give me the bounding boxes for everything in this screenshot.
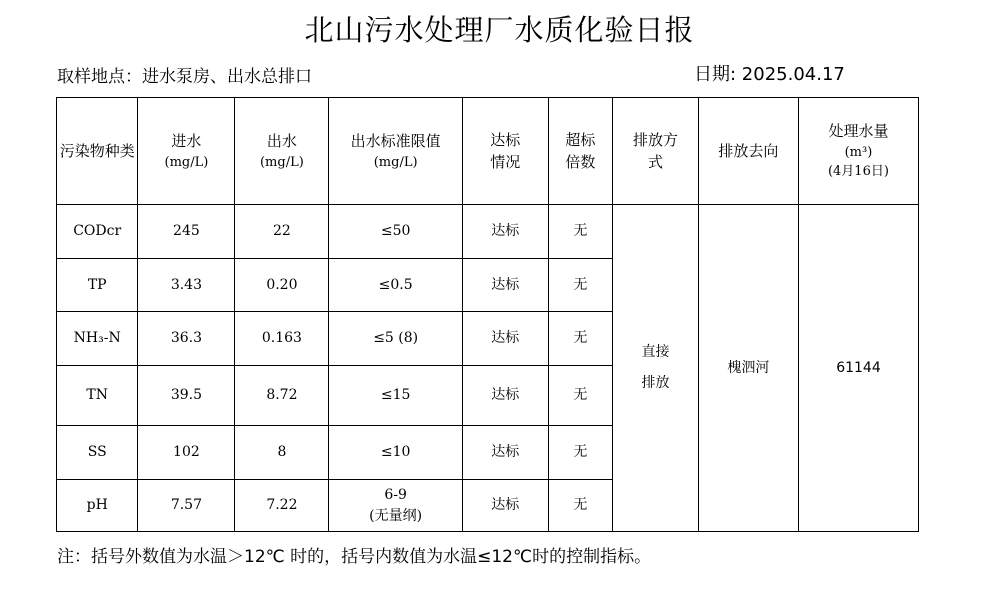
header-discharge-method: 排放方 式 [613,98,699,205]
inflow-value: 3.43 [138,259,235,312]
limit-value: ≤10 [329,426,463,480]
limit-value: ≤0.5 [329,259,463,312]
outflow-value: 0.20 [235,259,329,312]
exceed-multiple: 无 [548,205,613,259]
treated-volume: 61144 [798,205,918,532]
pollutant-name: TP [57,259,138,312]
exceed-multiple: 无 [548,312,613,366]
outflow-value: 7.22 [235,480,329,532]
limit-value: ≤50 [329,205,463,259]
pollutant-name: NH₃-N [57,312,138,366]
discharge-destination: 槐泗河 [698,205,798,532]
inflow-value: 245 [138,205,235,259]
table-row [57,205,919,259]
inflow-value: 39.5 [138,366,235,426]
header-volume: 处理水量 (m³) (4月16日) [798,98,918,205]
discharge-method: 直接 排放 [613,205,699,532]
limit-value: ≤5 (8) [329,312,463,366]
exceed-multiple: 无 [548,426,613,480]
compliance-status: 达标 [462,312,548,366]
header-compliance: 达标 情况 [462,98,548,205]
pollutant-name: pH [57,480,138,532]
exceed-multiple: 无 [548,480,613,532]
water-quality-table [56,97,919,532]
compliance-status: 达标 [462,259,548,312]
compliance-status: 达标 [462,366,548,426]
compliance-status: 达标 [462,426,548,480]
table-header-row [57,98,919,205]
limit-value: 6-9 (无量纲) [329,480,463,532]
inflow-value: 36.3 [138,312,235,366]
compliance-status: 达标 [462,205,548,259]
compliance-status: 达标 [462,480,548,532]
inflow-value: 102 [138,426,235,480]
header-discharge-destination: 排放去向 [698,98,798,205]
pollutant-name: TN [57,366,138,426]
header-pollutant: 污染物种类 [57,98,138,205]
report-date: 日期: 2025.04.17 [694,64,845,85]
outflow-value: 22 [235,205,329,259]
footnote: 注：括号外数值为水温＞12℃ 时的，括号内数值为水温≤12℃时的控制指标。 [57,547,652,567]
sampling-location: 取样地点：进水泵房、出水总排口 [57,67,312,87]
outflow-value: 0.163 [235,312,329,366]
inflow-value: 7.57 [138,480,235,532]
limit-value: ≤15 [329,366,463,426]
header-inflow: 进水 (mg/L) [138,98,235,205]
pollutant-name: SS [57,426,138,480]
header-outflow: 出水 (mg/L) [235,98,329,205]
pollutant-name: CODcr [57,205,138,259]
report-title: 北山污水处理厂水质化验日报 [304,13,695,47]
header-limit: 出水标准限值 (mg/L) [329,98,463,205]
exceed-multiple: 无 [548,259,613,312]
outflow-value: 8 [235,426,329,480]
exceed-multiple: 无 [548,366,613,426]
header-exceed: 超标 倍数 [548,98,613,205]
outflow-value: 8.72 [235,366,329,426]
